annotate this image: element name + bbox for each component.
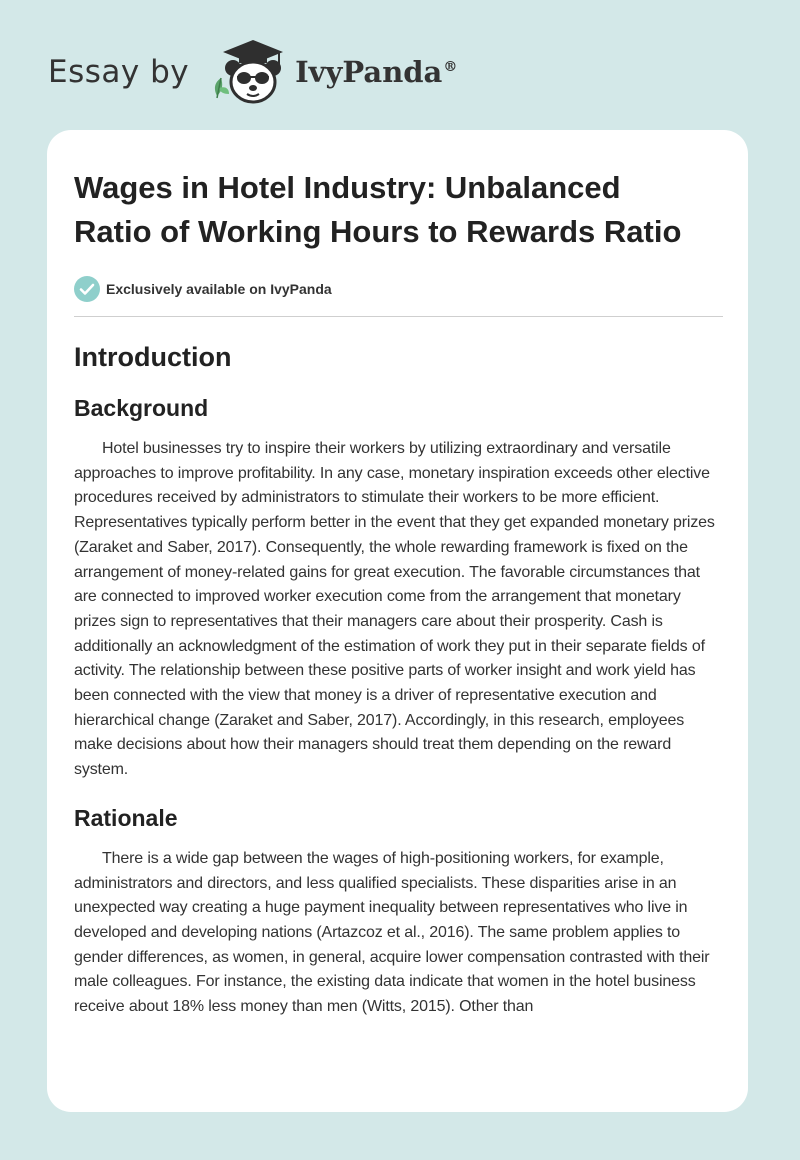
subsection-heading-rationale: Rationale bbox=[74, 804, 178, 831]
background-paragraph: Hotel businesses try to inspire their workers by utilizing extraordinary and versatile approaches to improve profitability. In any case, monetary inspiration exceeds other elective procedures received by administrators to stimulate their workers to be more efficient. Representatives typically perform better in the event that they get expanded monetary prizes (Zaraket and Saber, 2017). Consequently, the whole rewarding framework is fixed on the arrangement of money-related gains for great execution. The favorable circumstances that are connected to improved worker execution come from the arrangement that monetary prizes sign to representatives that their managers care about their prosperity. Cash is additionally an acknowledgment of the estimation of work they put in their separate fields of activity. The relationship between these positive parts of worker insight and work yield has been connected with the view that money is a driver of representative execution and hierarchical change (Zaraket and Saber, 2017). Accordingly, in this research, employees make decisions about how their managers should treat them depending on the reward system. bbox=[74, 440, 715, 779]
article-content bbox=[74, 166, 724, 1020]
exclusive-badge-label: Exclusively available on IvyPanda bbox=[106, 281, 332, 297]
site-header bbox=[48, 36, 457, 108]
title-divider bbox=[74, 316, 723, 317]
section-heading-introduction: Introduction bbox=[74, 342, 232, 372]
essay-by-label: Essay by bbox=[48, 54, 190, 90]
check-badge-icon bbox=[74, 276, 100, 302]
subsection-heading-background: Background bbox=[74, 395, 209, 421]
ivy-leaf-icon bbox=[215, 78, 229, 98]
exclusive-badge bbox=[74, 276, 724, 302]
article-title: Wages in Hotel Industry: Unbalanced Ratio of Working Hours to Rewards Ratio bbox=[74, 170, 682, 249]
article-card bbox=[47, 130, 748, 1112]
panda-logo-icon[interactable] bbox=[203, 36, 293, 108]
rationale-paragraph: There is a wide gap between the wages of high-positioning workers, for example, administrators and directors, and less qualified specialists. These disparities arise in an unexpected way creating a huge payment inequality between representatives who live in developed and developing nations (Artazcoz et al., 2016). The same problem applies to gender differences, as women, in general, acquire lower compensation contrasted with their male colleagues. For instance, the existing data indicate that women in the hotel business receive about 18% less money than men (Witts, 2015). Other than bbox=[74, 849, 710, 1016]
brand-name[interactable]: IvyPanda® bbox=[295, 55, 458, 89]
